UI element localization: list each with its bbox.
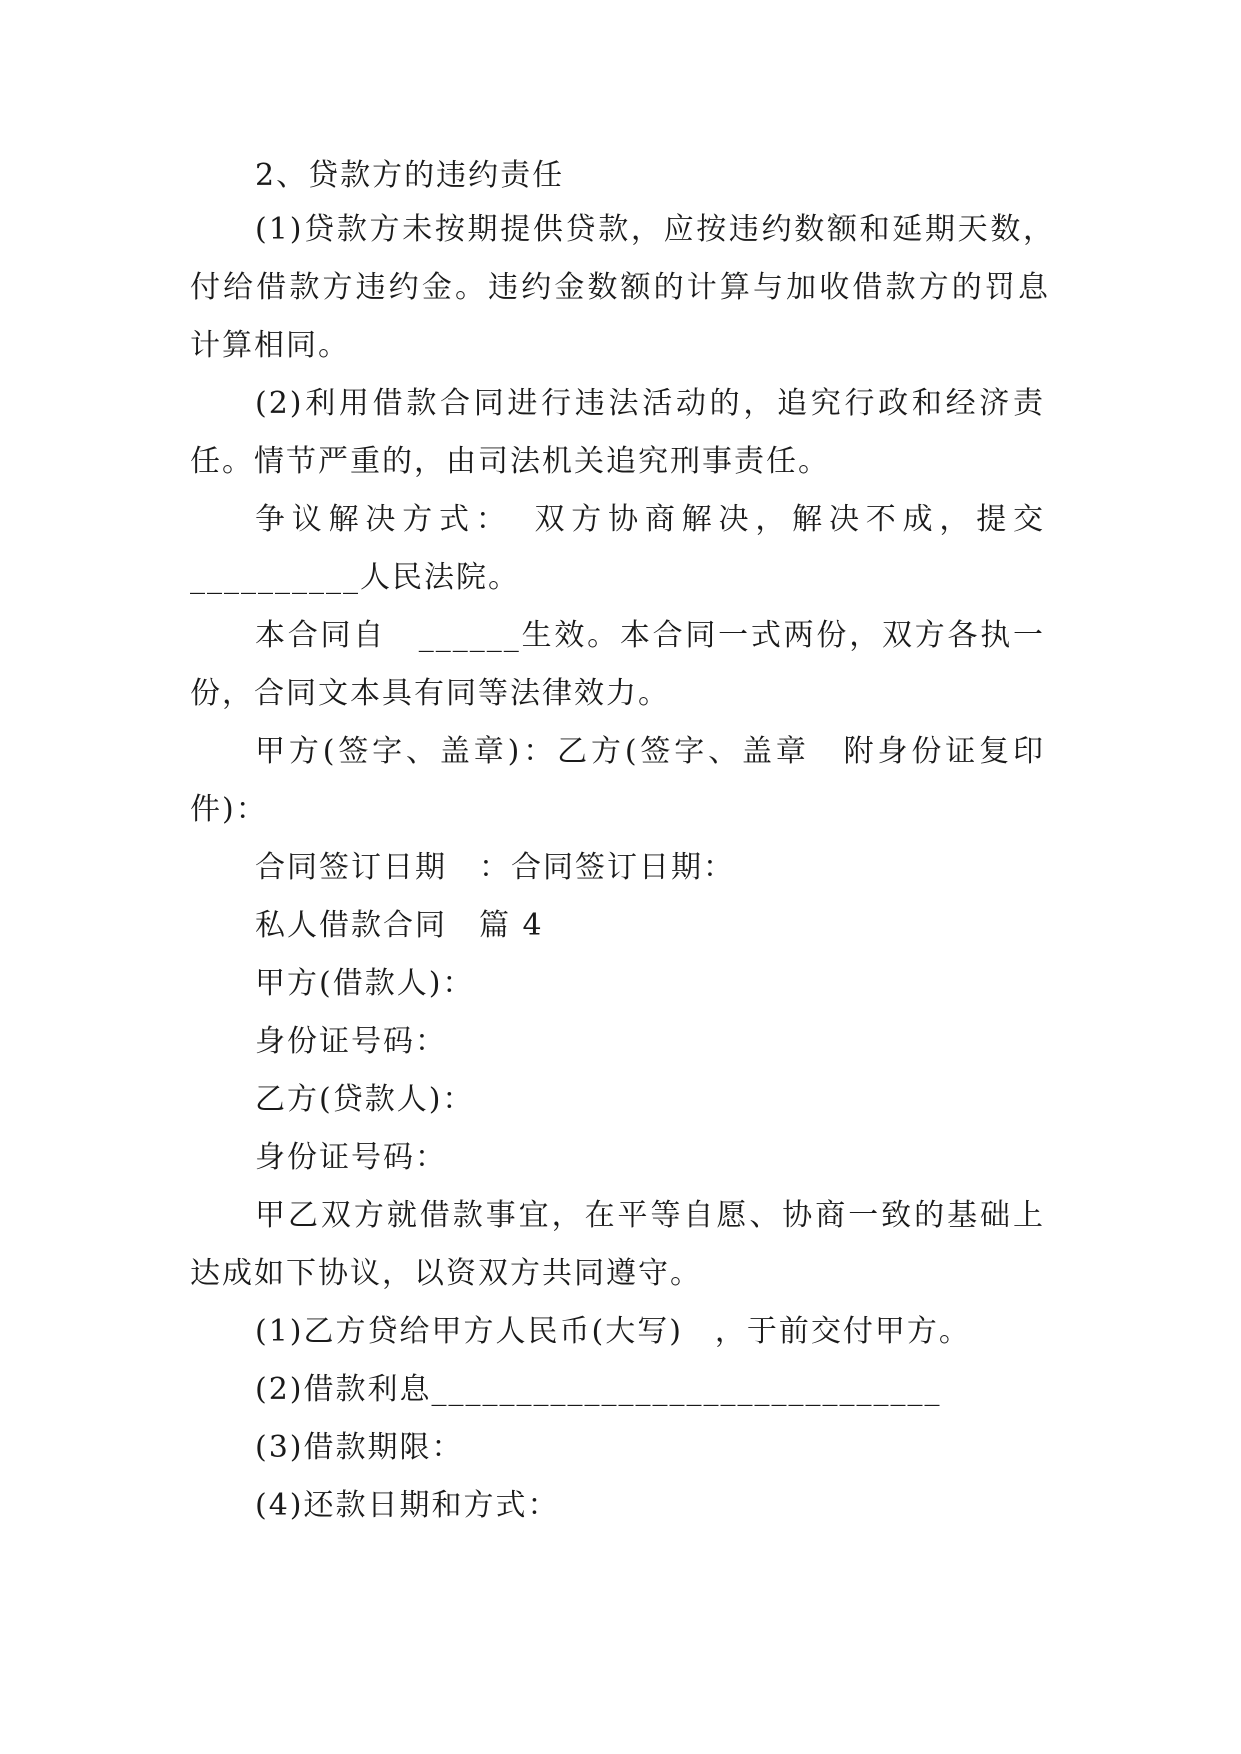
clause-1-line: (1)乙方贷给甲方人民币(大写) ，于前交付甲方。 bbox=[255, 1314, 971, 1349]
party-b-line: 乙方(贷款人)： bbox=[255, 1082, 475, 1117]
party-a-line: 甲方(借款人)： bbox=[255, 966, 475, 1001]
paragraph-line: 计算相同。 bbox=[190, 328, 350, 363]
signing-date-line: 合同签订日期 ：合同签订日期： bbox=[255, 850, 735, 885]
contract-title-heading: 私人借款合同 篇 4 bbox=[255, 908, 544, 943]
paragraph-line: 达成如下协议，以资双方共同遵守。 bbox=[190, 1256, 702, 1291]
paragraph-line: 任。情节严重的，由司法机关追究刑事责任。 bbox=[190, 444, 830, 479]
paragraph-line: 本合同自 ______生效。本合同一式两份，双方各执一 bbox=[255, 618, 1045, 653]
paragraph-line: 份，合同文本具有同等法律效力。 bbox=[190, 676, 670, 711]
paragraph-line: 付给借款方违约金。违约金数额的计算与加收借款方的罚息 bbox=[190, 270, 1050, 305]
paragraph-line: 件)： bbox=[190, 792, 268, 827]
clause-3-line: (3)借款期限： bbox=[255, 1430, 464, 1465]
party-a-id-line: 身份证号码： bbox=[255, 1024, 447, 1059]
paragraph-line: 甲方(签字、盖章)：乙方(签字、盖章 附身份证复印 bbox=[255, 734, 1045, 769]
section-heading-breach-lender: 2、贷款方的违约责任 bbox=[255, 158, 565, 193]
paragraph-line: __________人民法院。 bbox=[190, 560, 520, 595]
paragraph-line: (1)贷款方未按期提供贷款，应按违约数额和延期天数， bbox=[255, 212, 1055, 247]
paragraph-line: 甲乙双方就借款事宜，在平等自愿、协商一致的基础上 bbox=[255, 1198, 1045, 1233]
clause-2-line: (2)借款利息______________________________ bbox=[255, 1372, 942, 1407]
party-b-id-line: 身份证号码： bbox=[255, 1140, 447, 1175]
paragraph-line: 争议解决方式： 双方协商解决，解决不成，提交 bbox=[255, 502, 1045, 537]
clause-4-line: (4)还款日期和方式： bbox=[255, 1488, 560, 1523]
paragraph-line: (2)利用借款合同进行违法活动的，追究行政和经济责 bbox=[255, 386, 1045, 421]
